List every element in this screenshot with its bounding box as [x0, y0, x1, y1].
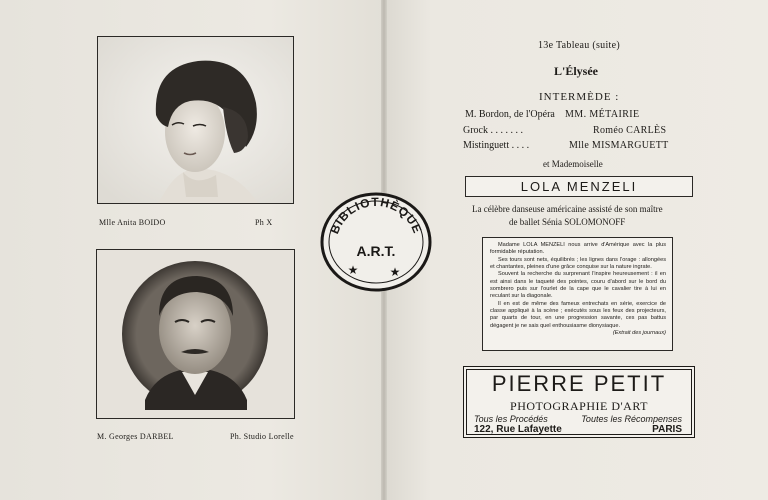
- stamp-star-icon-left: ★: [347, 263, 359, 277]
- advert-city: PARIS: [652, 424, 682, 435]
- cast-role: Mistinguett . . . .: [463, 140, 530, 151]
- advert-subtitle: PHOTOGRAPHIE D'ART: [510, 399, 648, 413]
- notice-paragraph: Madame LOLA MENZELI nous arrive d'Amérique avec la plus formidable réputation.: [490, 242, 666, 256]
- advert-right-line: Toutes les Récompenses: [581, 414, 682, 424]
- notice-paragraph: Souvent la recherche du surprenant l'inspire heureusement : il en est ainsi dans le taqueté des pointes, couru d'abord sur le bord du sombrero puis sur l'ourlet de la cape que le cavalier tire à lui en reculant sur la diagonale.: [490, 271, 666, 300]
- portrait-2-credit: Ph. Studio Lorelle: [230, 432, 294, 441]
- scene-title: L'Élysée: [554, 64, 598, 78]
- cast-role: M. Bordon, de l'Opéra: [465, 109, 555, 120]
- portrait-photo-woman: [97, 36, 294, 204]
- portrait-1-name: Mlle Anita BOIDO: [99, 218, 166, 227]
- tableau-heading: 13e Tableau (suite): [538, 40, 621, 51]
- library-stamp: [318, 188, 434, 292]
- advert-left-line: Tous les Procédés: [474, 414, 548, 424]
- star-description-line-2: de ballet Sénia SOLOMONOFF: [509, 217, 626, 227]
- portrait-1-credit: Ph X: [255, 218, 273, 227]
- star-description-line-1: La célèbre danseuse américaine assisté de son maître: [472, 204, 663, 214]
- stamp-bottom-text: A.R.T.: [356, 243, 396, 259]
- intermede-heading: INTERMÈDE :: [539, 91, 620, 103]
- advert-address: 122, Rue Lafayette: [474, 424, 562, 435]
- photographer-advert: [463, 366, 695, 438]
- star-name: LOLA MENZELI: [520, 179, 638, 194]
- woman-portrait-image: [98, 37, 293, 203]
- star-name-box: [465, 176, 693, 197]
- portrait-photo-man: [96, 249, 295, 419]
- et-mademoiselle-text: et Mademoiselle: [543, 159, 603, 169]
- press-notice-box: [482, 237, 673, 351]
- notice-paragraph: Ses tours sont nets, équilibrés ; les lignes dans l'orage : allongées et chantantes, pleines d'une grâce conquise sur la nature ingrate.: [490, 256, 666, 271]
- cast-role: Grock . . . . . . .: [463, 125, 523, 136]
- stamp-star-icon-right: ★: [389, 265, 401, 279]
- notice-source: (Extrait des journaux): [612, 330, 666, 337]
- portrait-2-name: M. Georges DARBEL: [97, 432, 174, 441]
- man-portrait-image: [97, 250, 294, 418]
- cast-actor: MM. MÉTAIRIE: [565, 109, 640, 120]
- advert-name: PIERRE PETIT: [491, 371, 667, 396]
- cast-actor: Roméo CARLÈS: [593, 125, 667, 136]
- cast-actor: Mlle MISMARGUETT: [569, 140, 669, 151]
- stamp-top-text: BIBLIOTHÈQUE: [327, 194, 425, 236]
- notice-paragraph: Il en est de même des fameux entrechats en série, exercice de classe appliqué à la scène ; exécutés sous les feux des projecteurs, par quarts de tour, en une progression savante, ces pas battus dégagent je ne sais quel enthousiasme dionysiaque.: [490, 300, 666, 329]
